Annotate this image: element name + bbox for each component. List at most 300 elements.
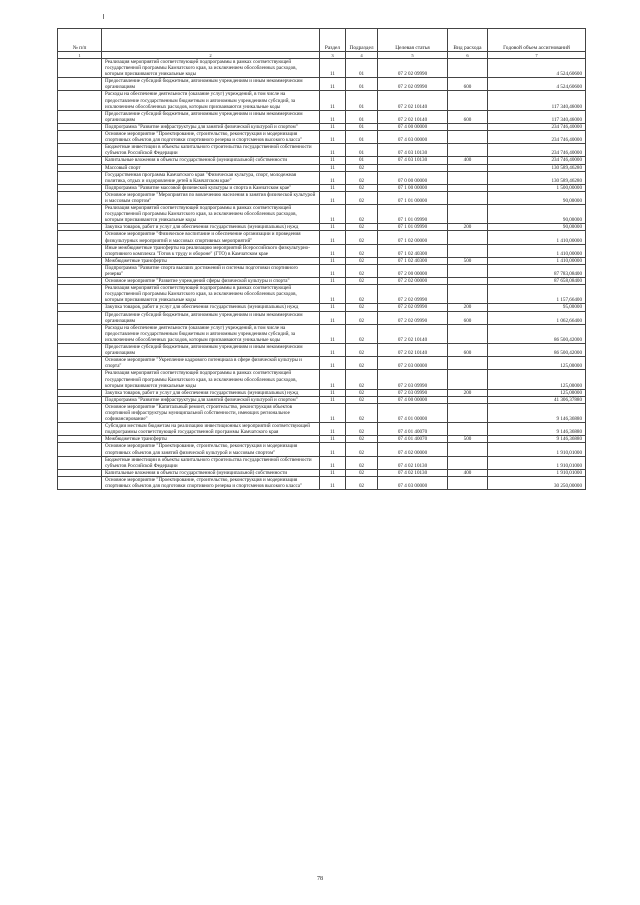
row-number: [58, 257, 102, 264]
row-number: [58, 324, 102, 343]
row-number: [58, 456, 102, 469]
subsection-code: 02: [346, 357, 378, 370]
section-code: 11: [320, 191, 346, 204]
target-article-code: 07 4 02 10130: [378, 469, 448, 476]
expense-type-code: [448, 144, 488, 157]
item-name: Основное мероприятие "Развитие учреждений сферы физической культуры и спорта": [102, 278, 320, 285]
section-code: 11: [320, 436, 346, 443]
annual-amount: 1 410,00000: [488, 244, 586, 257]
table-row: [58, 144, 586, 157]
row-number: [58, 443, 102, 456]
item-name: Реализация мероприятий соответствующей подпрограммы в рамках соответствующей государственной программы Камчатского края, за исключением обособленных расходов, которым присваиваются уникальные коды: [102, 205, 320, 224]
expense-type-code: [448, 357, 488, 370]
annual-amount: 117 340,46000: [488, 110, 586, 123]
section-code: 11: [320, 157, 346, 164]
table-row: [58, 285, 586, 304]
section-code: 11: [320, 244, 346, 257]
table-row: [58, 257, 586, 264]
table-row: [58, 436, 586, 443]
table-row: [58, 456, 586, 469]
table-row: [58, 403, 586, 422]
subsection-code: 01: [346, 131, 378, 144]
table-row: [58, 244, 586, 257]
subsection-code: 02: [346, 311, 378, 324]
expense-type-code: [448, 476, 488, 489]
target-article-code: 07 2 03 09990: [378, 389, 448, 396]
header-annual-amount: Годовой объем ассигнований: [488, 29, 586, 52]
row-number: [58, 231, 102, 244]
table-row: [58, 370, 586, 389]
item-name: Реализация мероприятий соответствующей подпрограммы в рамках соответствующей государственной программы Камчатского края, за исключением обособленных расходов, которым присваиваются уникальные коды: [102, 285, 320, 304]
target-article-code: 07 4 01 40070: [378, 436, 448, 443]
annual-amount: 87 783,08400: [488, 264, 586, 277]
item-name: Основное мероприятие "Капитальный ремонт, строительство, реконструкция объектов спортивной инфраструктуры муниципальной собственности, имеющих региональное софинансирование": [102, 403, 320, 422]
subsection-code: 02: [346, 244, 378, 257]
row-number: [58, 224, 102, 231]
row-number: [58, 469, 102, 476]
table-row: [58, 231, 586, 244]
subsection-code: 02: [346, 324, 378, 343]
expense-type-code: 200: [448, 224, 488, 231]
annual-amount: 9 146,36880: [488, 436, 586, 443]
section-code: 11: [320, 403, 346, 422]
item-name: Расходы на обеспечение деятельности (оказание услуг) учреждений, в том числе на предоставление государственным бюджетным и автономным учреждениям субсидий, за исключением обособленных расходов, которым присваиваются уникальные коды: [102, 91, 320, 110]
subsection-code: 02: [346, 344, 378, 357]
target-article-code: 07 1 01 09990: [378, 224, 448, 231]
item-name: Предоставление субсидий бюджетным, автономным учреждениям и иным некоммерческим организациям: [102, 344, 320, 357]
target-article-code: 07 2 03 09990: [378, 370, 448, 389]
item-name: Иные межбюджетные трансферты на реализацию мероприятий Всероссийского физкультурно-спортивного комплекса "Готов к труду и обороне" (ГТО) в Камчатском крае: [102, 244, 320, 257]
subsection-code: 01: [346, 78, 378, 91]
target-article-code: 07 4 03 00000: [378, 476, 448, 489]
subsection-code: 02: [346, 257, 378, 264]
annual-amount: 9 146,36880: [488, 423, 586, 436]
subsection-code: 02: [346, 469, 378, 476]
item-name: Капитальные вложения в объекты государственной (муниципальной) собственности: [102, 469, 320, 476]
section-code: 11: [320, 389, 346, 396]
item-name: Массовый спорт: [102, 164, 320, 171]
row-number: [58, 171, 102, 184]
annual-amount: 1 410,00000: [488, 257, 586, 264]
expense-type-code: [448, 423, 488, 436]
expense-type-code: [448, 164, 488, 171]
expense-type-code: 200: [448, 304, 488, 311]
table-row: [58, 344, 586, 357]
subsection-code: 02: [346, 285, 378, 304]
subsection-code: 02: [346, 264, 378, 277]
row-number: [58, 476, 102, 489]
section-code: 11: [320, 224, 346, 231]
subsection-code: 02: [346, 396, 378, 403]
section-code: 11: [320, 264, 346, 277]
target-article-code: 07 2 02 09990: [378, 59, 448, 78]
header-target-article: Целевая статья: [378, 29, 448, 52]
annual-amount: 4 524,60600: [488, 78, 586, 91]
row-number: [58, 131, 102, 144]
item-name: Основное мероприятие "Проектирование, строительство, реконструкция и модернизация спортивных объектов для подготовки спортивного резерва и спортсменов высокого класса": [102, 476, 320, 489]
section-code: 11: [320, 59, 346, 78]
section-code: 11: [320, 164, 346, 171]
table-row: [58, 278, 586, 285]
expense-type-code: [448, 171, 488, 184]
table-row: [58, 110, 586, 123]
section-code: 11: [320, 344, 346, 357]
target-article-code: 07 1 01 00000: [378, 191, 448, 204]
expense-type-code: [448, 285, 488, 304]
annual-amount: 30 250,00000: [488, 476, 586, 489]
table-row: [58, 389, 586, 396]
expense-type-code: 400: [448, 469, 488, 476]
expense-type-code: [448, 59, 488, 78]
column-number: 1: [58, 52, 102, 59]
table-row: [58, 91, 586, 110]
table-row: [58, 123, 586, 130]
table-row: [58, 304, 586, 311]
item-name: Капитальные вложения в объекты государственной (муниципальной) собственности: [102, 157, 320, 164]
target-article-code: 07 0 00 00000: [378, 171, 448, 184]
annual-amount: 95,00000: [488, 304, 586, 311]
subsection-code: 02: [346, 389, 378, 396]
annual-amount: 125,00000: [488, 389, 586, 396]
item-name: Основное мероприятие "Укрепление кадрового потенциала в сфере физической культуры и спорта": [102, 357, 320, 370]
item-name: Предоставление субсидий бюджетным, автономным учреждениям и иным некоммерческим организациям: [102, 311, 320, 324]
annual-amount: 41 306,37880: [488, 396, 586, 403]
item-name: Основное мероприятие "Физическое воспитание и обеспечение организации и проведения физкультурных мероприятий и массовых спортивных мероприятий": [102, 231, 320, 244]
row-number: [58, 59, 102, 78]
table-row: [58, 443, 586, 456]
subsection-code: 01: [346, 91, 378, 110]
expense-type-code: [448, 244, 488, 257]
subsection-code: 02: [346, 370, 378, 389]
row-number: [58, 344, 102, 357]
item-name: Бюджетные инвестиции в объекты капитального строительства государственной собственности субъектов Российской Федерации: [102, 144, 320, 157]
table-row: [58, 191, 586, 204]
row-number: [58, 184, 102, 191]
annual-amount: 4 524,60600: [488, 59, 586, 78]
row-number: [58, 91, 102, 110]
target-article-code: 07 2 02 00000: [378, 278, 448, 285]
target-article-code: 07 2 02 09990: [378, 311, 448, 324]
annual-amount: 125,00000: [488, 370, 586, 389]
section-code: 11: [320, 285, 346, 304]
target-article-code: 07 2 00 00000: [378, 264, 448, 277]
row-number: [58, 191, 102, 204]
table-row: [58, 264, 586, 277]
subsection-code: 02: [346, 304, 378, 311]
expense-type-code: [448, 396, 488, 403]
row-number: [58, 357, 102, 370]
annual-amount: 90,00000: [488, 205, 586, 224]
section-code: 11: [320, 311, 346, 324]
target-article-code: 07 4 01 40070: [378, 423, 448, 436]
column-number: 3: [320, 52, 346, 59]
subsection-code: 02: [346, 164, 378, 171]
table-row: [58, 357, 586, 370]
item-name: Предоставление субсидий бюджетным, автономным учреждениям и иным некоммерческим организациям: [102, 78, 320, 91]
row-number: [58, 311, 102, 324]
subsection-code: 02: [346, 171, 378, 184]
item-name: Межбюджетные трансферты: [102, 436, 320, 443]
section-code: 11: [320, 144, 346, 157]
table-header-row: [58, 29, 586, 52]
table-row: [58, 78, 586, 91]
row-number: [58, 264, 102, 277]
expense-type-code: 200: [448, 389, 488, 396]
expense-type-code: [448, 324, 488, 343]
table-row: [58, 324, 586, 343]
expense-type-code: 500: [448, 436, 488, 443]
subsection-code: 02: [346, 191, 378, 204]
table-row: [58, 131, 586, 144]
expense-type-code: [448, 278, 488, 285]
annual-amount: 1 910,01000: [488, 443, 586, 456]
item-name: Государственная программа Камчатского края "Физическая культура, спорт, молодежная политика, отдых и оздоровление детей в Камчатском крае": [102, 171, 320, 184]
section-code: 11: [320, 171, 346, 184]
subsection-code: 02: [346, 476, 378, 489]
section-code: 11: [320, 205, 346, 224]
subsection-code: 01: [346, 123, 378, 130]
item-name: Подпрограмма "Развитие массовой физической культуры и спорта в Камчатском крае": [102, 184, 320, 191]
table-row: [58, 59, 586, 78]
item-name: Реализация мероприятий соответствующей подпрограммы в рамках соответствующей государственной программы Камчатского края, за исключением обособленных расходов, которым присваиваются уникальные коды: [102, 59, 320, 78]
row-number: [58, 278, 102, 285]
target-article-code: 07 4 02 10130: [378, 456, 448, 469]
section-code: 11: [320, 423, 346, 436]
expense-type-code: [448, 403, 488, 422]
target-article-code: 07 2 03 00000: [378, 357, 448, 370]
target-article-code: 07 2 02 10140: [378, 324, 448, 343]
header-razdel: Раздел: [320, 29, 346, 52]
target-article-code: 07 4 00 00000: [378, 123, 448, 130]
header-expense-type: Вид расхода: [448, 29, 488, 52]
table-row: [58, 396, 586, 403]
target-article-code: 07 4 03 00000: [378, 131, 448, 144]
section-code: 11: [320, 443, 346, 456]
row-number: [58, 123, 102, 130]
annual-amount: 234 746,40000: [488, 131, 586, 144]
target-article-code: 07 4 01 00000: [378, 403, 448, 422]
target-article-code: 07 4 03 10130: [378, 157, 448, 164]
target-article-code: 07 1 02 40300: [378, 244, 448, 257]
subsection-code: 02: [346, 184, 378, 191]
subsection-code: 02: [346, 423, 378, 436]
expense-type-code: 600: [448, 110, 488, 123]
item-name: Межбюджетные трансферты: [102, 257, 320, 264]
page-number: 78: [317, 876, 323, 882]
section-code: 11: [320, 110, 346, 123]
target-article-code: 07 1 00 00000: [378, 184, 448, 191]
table-row: [58, 476, 586, 489]
subsection-code: 01: [346, 144, 378, 157]
expense-type-code: [448, 264, 488, 277]
section-code: 11: [320, 78, 346, 91]
item-name: Предоставление субсидий бюджетным, автономным учреждениям и иным некоммерческим организациям: [102, 110, 320, 123]
budget-table: [57, 28, 586, 490]
item-name: Субсидии местным бюджетам на реализацию инвестиционных мероприятий соответствующей подпрограммы соответствующей государственной программы Камчатского края: [102, 423, 320, 436]
table-row: [58, 157, 586, 164]
section-code: 11: [320, 184, 346, 191]
expense-type-code: 600: [448, 78, 488, 91]
table-row: [58, 469, 586, 476]
budget-table-container: [57, 28, 585, 490]
header-num: № п/п: [58, 29, 102, 52]
column-number: 5: [378, 52, 448, 59]
subsection-code: 02: [346, 403, 378, 422]
expense-type-code: 600: [448, 344, 488, 357]
row-number: [58, 164, 102, 171]
section-code: 11: [320, 231, 346, 244]
target-article-code: 07 2 02 09990: [378, 285, 448, 304]
table-row: [58, 171, 586, 184]
row-number: [58, 403, 102, 422]
annual-amount: 86 500,42000: [488, 324, 586, 343]
item-name: Бюджетные инвестиции в объекты капитального строительства государственной собственности субъектов Российской Федерации: [102, 456, 320, 469]
target-article-code: 07 2 02 10140: [378, 110, 448, 123]
annual-amount: 234 746,40000: [488, 157, 586, 164]
item-name: Основное мероприятие "Проектирование, строительство, реконструкция и модернизация спортивных объектов для подготовки спортивного резерва и спортсменов высокого класса": [102, 131, 320, 144]
row-number: [58, 423, 102, 436]
expense-type-code: 400: [448, 157, 488, 164]
section-code: 11: [320, 370, 346, 389]
expense-type-code: [448, 231, 488, 244]
item-name: Подпрограмма "Развитие инфраструктуры для занятий физической культурой и спортом": [102, 123, 320, 130]
subsection-code: 02: [346, 443, 378, 456]
expense-type-code: [448, 205, 488, 224]
annual-amount: 90,00000: [488, 191, 586, 204]
subsection-code: 02: [346, 278, 378, 285]
annual-amount: 1 910,01000: [488, 469, 586, 476]
target-article-code: 07 4 02 00000: [378, 443, 448, 456]
expense-type-code: [448, 456, 488, 469]
annual-amount: 130 589,46280: [488, 171, 586, 184]
column-number: 4: [346, 52, 378, 59]
expense-type-code: [448, 191, 488, 204]
subsection-code: 01: [346, 110, 378, 123]
annual-amount: 130 589,46280: [488, 164, 586, 171]
annual-amount: 87 658,08400: [488, 278, 586, 285]
subsection-code: 02: [346, 224, 378, 231]
row-number: [58, 78, 102, 91]
table-row: [58, 184, 586, 191]
target-article-code: 07 2 02 09990: [378, 304, 448, 311]
item-name: Основное мероприятие "Проектирование, строительство, реконструкция и модернизация спортивных объектов для занятий физической культурой и массовым спортом": [102, 443, 320, 456]
table-row: [58, 224, 586, 231]
subsection-code: 02: [346, 205, 378, 224]
section-code: 11: [320, 304, 346, 311]
annual-amount: 1 062,66400: [488, 311, 586, 324]
annual-amount: 1 410,00000: [488, 231, 586, 244]
target-article-code: 07 4 03 10130: [378, 144, 448, 157]
row-number: [58, 110, 102, 123]
table-row: [58, 164, 586, 171]
row-number: [58, 285, 102, 304]
annual-amount: 86 500,42000: [488, 344, 586, 357]
expense-type-code: [448, 184, 488, 191]
section-code: 11: [320, 456, 346, 469]
expense-type-code: [448, 131, 488, 144]
section-code: 11: [320, 396, 346, 403]
row-number: [58, 304, 102, 311]
item-name: Закупка товаров, работ и услуг для обеспечения государственных (муниципальных) нужд: [102, 304, 320, 311]
row-number: [58, 244, 102, 257]
target-article-code: 07 1 02 00000: [378, 231, 448, 244]
expense-type-code: 600: [448, 311, 488, 324]
target-article-code: 07 2 02 10140: [378, 91, 448, 110]
table-row: [58, 423, 586, 436]
annual-amount: 1 910,01000: [488, 456, 586, 469]
item-name: Закупка товаров, работ и услуг для обеспечения государственных (муниципальных) нужд: [102, 224, 320, 231]
table-row: [58, 311, 586, 324]
annual-amount: 234 746,40000: [488, 123, 586, 130]
expense-type-code: [448, 123, 488, 130]
expense-type-code: [448, 91, 488, 110]
section-code: 11: [320, 476, 346, 489]
header-podrazdel: Подраздел: [346, 29, 378, 52]
header-name: [102, 29, 320, 52]
item-name: Закупка товаров, работ и услуг для обеспечения государственных (муниципальных) нужд: [102, 389, 320, 396]
row-number: [58, 436, 102, 443]
item-name: Реализация мероприятий соответствующей подпрограммы в рамках соответствующей государственной программы Камчатского края, за исключением обособленных расходов, которым присваиваются уникальные коды: [102, 370, 320, 389]
target-article-code: [378, 164, 448, 171]
subsection-code: 02: [346, 231, 378, 244]
scan-mark: [103, 14, 104, 19]
subsection-code: 01: [346, 157, 378, 164]
section-code: 11: [320, 357, 346, 370]
annual-amount: 9 146,36880: [488, 403, 586, 422]
target-article-code: 07 4 00 00000: [378, 396, 448, 403]
row-number: [58, 144, 102, 157]
target-article-code: 07 2 02 10140: [378, 344, 448, 357]
expense-type-code: 500: [448, 257, 488, 264]
annual-amount: 117 340,46000: [488, 91, 586, 110]
column-number: 2: [102, 52, 320, 59]
row-number: [58, 205, 102, 224]
section-code: 11: [320, 123, 346, 130]
annual-amount: 234 746,40000: [488, 144, 586, 157]
section-code: 11: [320, 91, 346, 110]
row-number: [58, 157, 102, 164]
annual-amount: 1 500,00000: [488, 184, 586, 191]
item-name: Подпрограмма "Развитие спорта высших достижений и системы подготовки спортивного резерва": [102, 264, 320, 277]
table-row: [58, 205, 586, 224]
column-number-row: [58, 52, 586, 59]
target-article-code: 07 1 02 40300: [378, 257, 448, 264]
expense-type-code: [448, 443, 488, 456]
section-code: 11: [320, 324, 346, 343]
section-code: 11: [320, 131, 346, 144]
table-body: [58, 59, 586, 490]
expense-type-code: [448, 370, 488, 389]
row-number: [58, 370, 102, 389]
column-number: 6: [448, 52, 488, 59]
row-number: [58, 389, 102, 396]
item-name: Подпрограмма "Развитие инфраструктуры для занятий физической культурой и спортом": [102, 396, 320, 403]
subsection-code: 02: [346, 436, 378, 443]
subsection-code: 01: [346, 59, 378, 78]
annual-amount: 90,00000: [488, 224, 586, 231]
section-code: 11: [320, 278, 346, 285]
item-name: Расходы на обеспечение деятельности (оказание услуг) учреждений, в том числе на предоставление государственным бюджетным и автономным учреждениям субсидий, за исключением обособленных расходов, которым присваиваются уникальные коды: [102, 324, 320, 343]
subsection-code: 02: [346, 456, 378, 469]
annual-amount: 1 157,66400: [488, 285, 586, 304]
row-number: [58, 396, 102, 403]
annual-amount: 125,00000: [488, 357, 586, 370]
target-article-code: 07 2 02 09990: [378, 78, 448, 91]
section-code: 11: [320, 469, 346, 476]
section-code: 11: [320, 257, 346, 264]
target-article-code: 07 1 01 09990: [378, 205, 448, 224]
column-number: 7: [488, 52, 586, 59]
